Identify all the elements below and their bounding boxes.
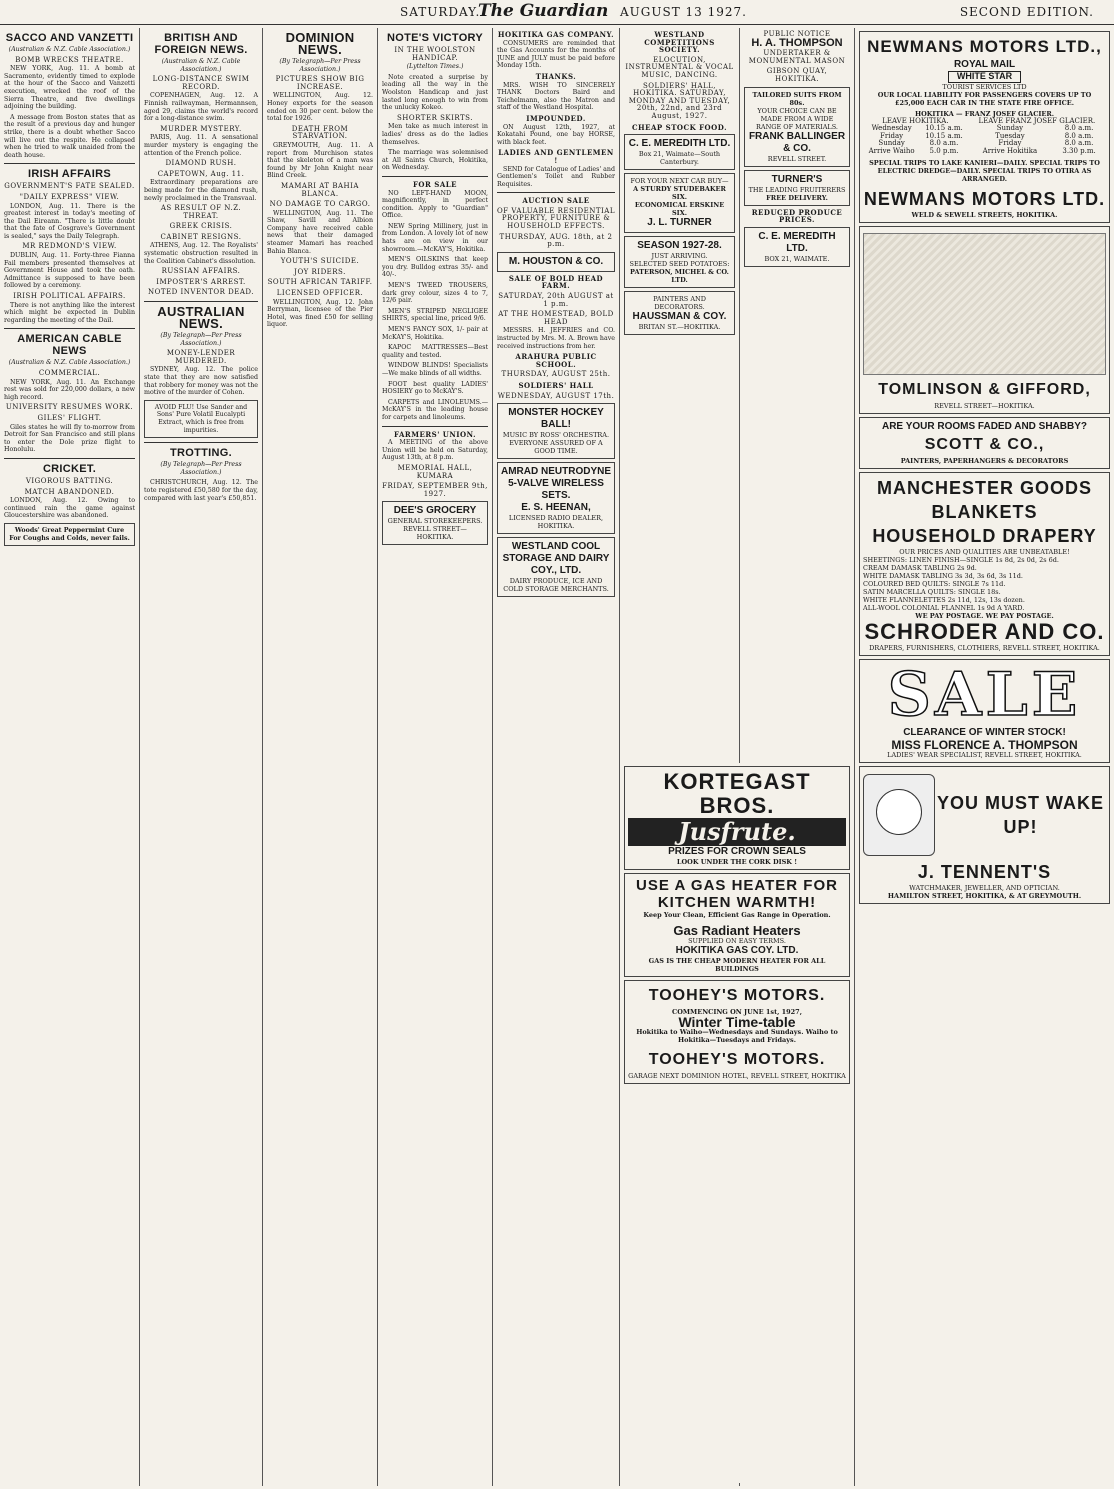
headline: AUSTRALIAN NEWS. xyxy=(157,304,245,332)
advert-text: FREE DELIVERY. xyxy=(766,193,828,202)
subheading: ARAHURA PUBLIC SCHOOL. xyxy=(515,352,597,369)
article-text: GREYMOUTH, Aug. 11. A report from Murchison states that the skeleton of a man was found by Mr John Knight near Blind Creek. xyxy=(267,141,373,180)
subheading: PUBLIC NOTICE xyxy=(763,30,831,38)
alarm-clock-icon xyxy=(863,774,935,856)
advert-scott xyxy=(859,417,1110,469)
advert-text: SPECIAL TRIPS TO LAKE KANIERI—DAILY. SPECIAL TRIPS TO ELECTRIC DREDGE—DAILY. SPECIAL TRIPS TO OTIRA AS ARRANGED. xyxy=(869,158,1100,183)
advert-text: DAIRY PRODUCE, ICE AND COLD STORAGE MERCHANTS. xyxy=(503,577,609,594)
jusfrute-logo: Jusfrute. xyxy=(628,818,846,846)
advert-text: LOOK UNDER THE CORK DISK ! xyxy=(676,858,798,866)
advert-text: DRAPERS, FURNISHERS, CLOTHIERS, REVELL STREET, HOKITIKA. xyxy=(869,643,1100,652)
subheading: MONEY-LENDER MURDERED. xyxy=(166,349,236,365)
advert-text: MUSIC BY ROSS' ORCHESTRA. xyxy=(502,431,610,440)
byline: (Australian & N.Z. Cable Association.) xyxy=(8,359,131,367)
advert-text: Keep Your Clean, Efficient Gas Range in Operation. xyxy=(643,911,831,919)
advert-tennent xyxy=(859,766,1110,904)
advert-turners xyxy=(744,170,850,206)
advert-text: TOURIST SERVICES LTD xyxy=(942,82,1027,91)
advert-title: HOKITIKA GAS COY. LTD. xyxy=(675,945,799,956)
subheading: DIAMOND RUSH. xyxy=(165,159,237,168)
subheading: GILES' FLIGHT. xyxy=(37,413,102,422)
divider xyxy=(382,426,488,427)
advert-text: LICENSED RADIO DEALER, HOKITIKA. xyxy=(508,514,604,531)
advert-title: NEWMANS MOTORS LTD. xyxy=(863,188,1106,209)
advert-title: NEWMANS MOTORS LTD., xyxy=(867,37,1102,56)
advert-title: TOOHEY'S MOTORS. xyxy=(648,1051,826,1068)
subheading: MAMARI AT BAHIA BLANCA. xyxy=(281,181,359,198)
advert-newmans-motors xyxy=(859,31,1110,223)
advert-tailored-suits xyxy=(744,87,850,167)
byline: (Lyttelton Times.) xyxy=(406,63,464,71)
list-item: SATIN MARCELLA QUILTS: SINGLE 18s. xyxy=(863,587,1001,596)
advert-gas-heater xyxy=(624,873,850,977)
table-cell: 10.15 a.m. xyxy=(925,124,963,133)
article-text: MRS. WISH TO SINCERELY THANK Doctors Baird and Teichelmann, also the Matron and staff of the Westland Hospital. xyxy=(497,81,615,112)
headline: BRITISH AND FOREIGN NEWS. xyxy=(154,32,248,56)
advert-text: OUR LOCAL LIABILITY FOR PASSENGERS COVERS UP TO £25,000 EACH CAR IN THE STATE FIRE OFFICE. xyxy=(877,90,1092,107)
table-cell: 8.0 a.m. xyxy=(1064,124,1094,133)
advert-text: GARAGE NEXT DOMINION HOTEL, REVELL STREET, HOKITIKA xyxy=(628,1072,846,1080)
table-cell: 10.15 a.m. xyxy=(925,131,963,140)
advert-title: C. E. MEREDITH LTD. xyxy=(628,138,731,150)
advert-tooheys xyxy=(624,980,850,1084)
article-text: WELLINGTON, Aug. 12. John Berryman, licensee of the Pier Hotel, was fined £50 for selling liquor. xyxy=(267,298,373,329)
subheading: THANKS. xyxy=(535,71,577,81)
table-cell: 8.0 a.m. xyxy=(929,139,959,148)
small-ad: MEN'S OILSKINS that keep you dry. Bulldog extras 35/- and 40/-. xyxy=(382,256,488,279)
advert-title: Gas Radiant Heaters xyxy=(673,923,801,938)
list-item: COLOURED BED QUILTS: SINGLE 7s 11d. xyxy=(863,579,1006,588)
advert-text: PATERSON, MICHEL & CO. LTD. xyxy=(630,268,729,285)
advert-woods: Woods' Great Peppermint Cure For Coughs and Colds, never fails. xyxy=(4,523,135,546)
article-text: WELLINGTON, Aug. 11. The Shaw, Savill and Albion Company have received cable news that their damaged steamer Mamari has reached Bahia Blanca. xyxy=(267,209,373,255)
advert-title: Winter Time-table xyxy=(678,1014,796,1030)
article-text: WELLINGTON, Aug. 12. Honey exports for the season ended on 30 per cent. below the total for 1926. xyxy=(267,92,373,123)
advert-text: ECONOMICAL ERSKINE SIX. xyxy=(634,201,725,218)
price-list xyxy=(863,556,1106,612)
advert-illustration xyxy=(863,233,1106,375)
subheading: HOKITIKA GAS COMPANY. xyxy=(497,30,615,39)
subheading: IRISH POLITICAL AFFAIRS. xyxy=(13,292,126,301)
advert-title: HAUSSMAN & COY. xyxy=(632,311,727,323)
subheading: WEDNESDAY, AUGUST 17th. xyxy=(497,391,615,400)
subheading: WESTLAND COMPETITIONS SOCIETY. xyxy=(644,30,715,55)
advert-text: YOUR CHOICE CAN BE MADE FROM A WIDE RANGE OF MATERIALS. xyxy=(755,106,839,131)
subheading: SOLDIERS' HALL, HOKITIKA. SATURDAY, MONDAY AND TUESDAY, 20th, 22nd, and 23rd August, 1927. xyxy=(628,81,731,120)
divider xyxy=(144,442,258,443)
list-item: WHITE FLANNELETTES 2s 11d, 12s, 13s dozen. xyxy=(863,595,1025,604)
advert-text: PAINTERS, PAPERHANGERS & DECORATORS xyxy=(900,456,1069,465)
subheading: LICENSED OFFICER. xyxy=(276,289,364,298)
headline: AMERICAN CABLE NEWS xyxy=(17,333,122,358)
advert-title: MONSTER HOCKEY BALL! xyxy=(508,407,604,431)
advert-text: WELD & SEWELL STREETS, HOKITIKA. xyxy=(911,210,1058,219)
subheading: "DAILY EXPRESS" VIEW. xyxy=(19,192,120,201)
subheading: SALE OF BOLD HEAD FARM. xyxy=(508,273,604,291)
advert-text: WE PAY POSTAGE. WE PAY POSTAGE. xyxy=(915,611,1054,620)
subheading: IN THE WOOLSTON HANDICAP. xyxy=(394,46,476,62)
advert-title: FRANK BALLINGER & CO. xyxy=(748,130,846,154)
table-header: LEAVE FRANZ JOSEF GLACIER. xyxy=(978,116,1096,125)
subheading: CHEAP STOCK FOOD. xyxy=(631,122,728,132)
table-row xyxy=(863,148,1106,156)
advert-text: PRIZES FOR CROWN SEALS xyxy=(668,846,806,857)
advert-title: MISS FLORENCE A. THOMPSON xyxy=(891,737,1078,752)
subheading: MATCH ABANDONED. xyxy=(24,487,115,496)
article-text: SYDNEY, Aug. 12. The police state that they are now satisfied that robbery for money was not the motive of the murder of Cohen. xyxy=(144,366,258,397)
advert-text: Box 21, Waimate—South Canterbury. xyxy=(638,150,721,167)
advert-title: WESTLAND COOL STORAGE AND DAIRY COY., LTD. xyxy=(502,541,610,577)
advert-kortegast xyxy=(624,766,850,870)
table-cell: 8.0 a.m. xyxy=(1064,131,1094,140)
small-ad: MEN'S FANCY SOX, 1/- pair at McKAY'S, Hokitika. xyxy=(382,326,488,341)
subheading: FRIDAY, SEPTEMBER 9th, 1927. xyxy=(382,482,488,498)
subheading: MR REDMOND'S VIEW. xyxy=(22,242,117,251)
subheading: AUCTION SALE xyxy=(522,196,590,206)
small-ad: WINDOW BLINDS! Specialists—We make blinds of all widths. xyxy=(382,362,488,377)
advert-text: OUR PRICES AND QUALITIES ARE UNBEATABLE! xyxy=(899,547,1070,556)
subheading: UNIVERSITY RESUMES WORK. xyxy=(5,403,134,412)
list-item: CREAM DAMASK TABLING 2s 9d. xyxy=(863,563,977,572)
advert-text: PAINTERS AND DECORATORS. xyxy=(653,295,706,312)
subheading: MEMORIAL HALL, KUMARA xyxy=(397,463,473,480)
article-text: There is not anything like the interest which might be expected in Dublin regarding the meeting of the Dail. xyxy=(4,301,135,324)
masthead xyxy=(0,0,1114,25)
advert-text: TAILORED SUITS FROM 80s. xyxy=(752,90,842,107)
subheading: JOY RIDERS. xyxy=(294,267,346,276)
advert-houston xyxy=(497,252,615,272)
headline: NOTE'S VICTORY xyxy=(386,32,484,44)
subheading: YOUTH'S SUICIDE. xyxy=(280,257,360,266)
subheading: MURDER MYSTERY. xyxy=(160,124,242,133)
columns xyxy=(0,28,1114,1488)
advert-title: ARE YOUR ROOMS FADED AND SHABBY? xyxy=(881,420,1087,432)
masthead-title: The Guardian xyxy=(478,1,609,21)
subheading: THURSDAY, AUG. 18th, at 2 p.m. xyxy=(499,232,613,249)
table-cell: Friday xyxy=(998,139,1022,148)
subheading: THURSDAY, AUGUST 25th. xyxy=(501,370,611,379)
table-cell: Wednesday xyxy=(871,124,912,133)
subheading: DEATH FROM STARVATION. xyxy=(291,124,349,141)
advert-title: SCOTT & CO., xyxy=(924,435,1045,453)
advert-meredith xyxy=(624,134,735,170)
advert-text: REVELL STREET—HOKITIKA. xyxy=(934,401,1035,410)
article-text: Giles states he will fly to-morrow from Detroit for San Francisco and still plans to enter the Dole prize flight to Honolulu. xyxy=(4,423,135,454)
subheading: AT THE HOMESTEAD, BOLD HEAD xyxy=(498,310,614,326)
article-text: COPENHAGEN, Aug. 12. A Finnish railwayman, Hermannsen, aged 29, claims the world's record for a long-distance swim. xyxy=(144,92,258,123)
advert-title: TURNER'S xyxy=(771,173,823,185)
subheading: GIBSON QUAY, HOKITIKA. xyxy=(766,67,828,83)
advert-title: HOUSEHOLD DRAPERY xyxy=(872,525,1097,546)
advert-studebaker xyxy=(624,173,735,233)
byline: (Australian & N.Z. Cable Association.) xyxy=(161,58,241,73)
list-item: ALL-WOOL COLONIAL FLANNEL 1s 9d A YARD. xyxy=(863,603,1025,612)
advert-title: J. L. TURNER xyxy=(647,217,712,229)
divider xyxy=(497,192,615,193)
advert-text: HAMILTON STREET, HOKITIKA, & AT GREYMOUTH. xyxy=(887,891,1082,900)
table-cell: 5.0 p.m. xyxy=(929,146,959,155)
advert-title: TOMLINSON & GIFFORD, xyxy=(878,380,1091,398)
subheading: IMPOSTER'S ARREST. xyxy=(156,277,246,286)
subheading: FARMERS' UNION. xyxy=(393,429,477,439)
subheading: ELOCUTION, INSTRUMENTAL & VOCAL MUSIC, DANCING. xyxy=(625,55,734,79)
sale-lettering: SALE xyxy=(887,659,1082,730)
small-ad: MEN'S TWEED TROUSERS, dark grey colour, sizes 4 to 7, 12/6 pair. xyxy=(382,282,488,305)
advert-text: A STURDY STUDEBAKER SIX. xyxy=(633,185,726,202)
masthead-day: SATURDAY. xyxy=(400,5,481,19)
advert-seed-potatoes xyxy=(624,236,735,288)
advert-haussman xyxy=(624,291,735,335)
article-text: CONSUMERS are reminded that the Gas Accounts for the months of JUNE and JULY must be paid before Monday 15th. xyxy=(497,39,615,70)
advert-tomlinson-gifford xyxy=(859,226,1110,414)
advert-text: REVELL STREET. xyxy=(767,154,827,163)
subheading: UNDERTAKER & MONUMENTAL MASON xyxy=(748,49,846,65)
article-text: Extraordinary preparations are being made for the diamond rush, newly proclaimed in the Transvaal. xyxy=(144,179,258,202)
table-cell: Friday xyxy=(880,131,904,140)
article-text: The marriage was solemnised at All Saints Church, Hokitika, on Wednesday. xyxy=(382,149,488,172)
advert-text: BRITAN ST.—HOKITIKA. xyxy=(638,323,721,332)
advert-text: LADIES' WEAR SPECIALIST, REVELL STREET, HOKITIKA. xyxy=(887,750,1082,759)
advert-title: E. S. HEENAN, xyxy=(521,502,591,514)
clock-face-icon xyxy=(876,789,922,835)
small-ads-list xyxy=(382,190,488,422)
byline: (By Telegraph—Per Press Association.) xyxy=(279,58,361,73)
advert-schroder xyxy=(859,472,1110,656)
byline: (Australian & N.Z. Cable Association.) xyxy=(8,46,131,53)
table-cell: Sunday xyxy=(878,139,905,148)
column-1 xyxy=(0,28,140,1486)
headline: IRISH AFFAIRS xyxy=(28,168,111,181)
article-text: NEW YORK, Aug. 11. An Exchange rest was sold for 220,000 dollars, a new high record. xyxy=(4,378,135,401)
article-text: SEND for Catalogue of Ladies' and Gentlemen's Toilet and Rubber Requisites. xyxy=(497,165,615,188)
article-text: LONDON, Aug. 11. There is the greatest interest in today's meeting of the Dail Eireann. "There is little doubt that the fate of Cosgrave's Government is sealed," says the Daily Telegraph. xyxy=(4,202,135,240)
table-cell: 3.30 p.m. xyxy=(1062,146,1096,155)
advert-westland-cool-storage xyxy=(497,537,615,597)
small-ad: FOOT best quality LADIES' HOSIERY go to McKAY'S. xyxy=(382,380,488,396)
advert-row xyxy=(863,770,1106,860)
column-2 xyxy=(140,28,263,1486)
divider xyxy=(382,176,488,177)
advert-text: SELECTED SEED POTATOES: xyxy=(629,260,730,269)
timetable xyxy=(863,118,1106,156)
advert-text: WATCHMAKER, JEWELLER, AND OPTICIAN. xyxy=(909,883,1060,892)
subheading: CAPETOWN, Aug. 11. xyxy=(157,169,245,178)
subheading: SOLDIERS' HALL xyxy=(518,380,594,390)
article-text: Men take as much interest in ladies' dress as do the ladies themselves. xyxy=(382,123,488,146)
advert-text: JUST ARRIVING. xyxy=(651,252,708,261)
small-ad: NEW Spring Millinery, just in from London. A lovely lot of new hats are on view in our showroom.—McKAY'S, Hokitika. xyxy=(382,222,488,253)
table-cell: Sunday xyxy=(996,124,1024,133)
advert-title: SCHRODER AND CO. xyxy=(864,618,1105,644)
advert-text: SUPPLIED ON EASY TERMS. xyxy=(688,937,786,945)
subheading: NO DAMAGE TO CARGO. xyxy=(269,200,371,209)
subheading: CABINET RESIGNS. xyxy=(160,232,242,241)
masthead-edition: SECOND EDITION. xyxy=(959,5,1094,19)
subheading: BOMB WRECKS THEATRE. xyxy=(15,55,124,64)
advert-text: Hokitika to Waiho—Wednesdays and Sundays. Waiho to Hokitika—Tuesdays and Fridays. xyxy=(636,1028,838,1044)
subheading: REDUCED PRODUCE PRICES. xyxy=(751,207,843,225)
article-text: A message from Boston states that as the result of a previous day and hunger strike, there is a doubt whether Sacco will live out the respite. He collapsed when he tried to walk unaided from the death house. xyxy=(4,113,135,159)
advert-title: TOOHEY'S MOTORS. xyxy=(648,987,826,1004)
advert-amrad xyxy=(497,462,615,534)
advert-title: BLANKETS xyxy=(931,501,1038,522)
advert-title: J. TENNENT'S xyxy=(917,861,1052,882)
byline: (By Telegraph—Per Press Association.) xyxy=(160,461,242,476)
divider xyxy=(4,163,135,164)
column-3 xyxy=(263,28,378,1486)
advert-title: C. E. MEREDITH LTD. xyxy=(758,230,836,254)
advert-text: HOKITIKA — FRANZ JOSEF GLACIER. xyxy=(914,109,1055,118)
column-8 xyxy=(855,28,1114,1486)
advert-title: CLEARANCE OF WINTER STOCK! xyxy=(903,726,1066,738)
article-text: PARIS, Aug. 11. A sensational murder mystery is engaging the attention of the French police. xyxy=(144,134,258,157)
table-cell: 8.0 a.m. xyxy=(1064,139,1094,148)
subheading: OF VALUABLE RESIDENTIAL PROPERTY, FURNITURE & HOUSEHOLD EFFECTS. xyxy=(497,206,616,231)
subheading: IMPOUNDED. xyxy=(526,113,586,123)
advert-hockey-ball xyxy=(497,403,615,459)
small-ad: KAPOC MATTRESSES—Best quality and tested. xyxy=(382,344,488,359)
wide-advert-block xyxy=(620,763,855,1483)
advert-title: KORTEGAST BROS. xyxy=(663,769,811,818)
small-ad: NO LEFT-HAND MOON, magnificently, in perfect condition. Apply to "Guardian" Office. xyxy=(382,189,488,220)
headline: TROTTING. xyxy=(170,447,232,460)
list-item: SHEETINGS: LINEN FINISH—SINGLE 1s 8d, 2s 0d, 2s 6d. xyxy=(863,555,1059,564)
advert-dees-grocery xyxy=(382,501,488,545)
subheading: GREEK CRISIS. xyxy=(169,222,233,231)
table-cell: Arrive Hokitika xyxy=(982,146,1038,155)
table-cell: Arrive Waiho xyxy=(868,146,915,155)
list-item: WHITE DAMASK TABLING 3s 3d, 3s 6d, 3s 11d. xyxy=(863,571,1023,580)
table-cell: Tuesday xyxy=(995,131,1025,140)
headline: SACCO AND VANZETTI xyxy=(5,32,134,44)
column-5 xyxy=(493,28,620,1486)
advert-text: GAS IS THE CHEAP MODERN HEATER FOR ALL BUILDINGS xyxy=(648,957,826,973)
subheading: PICTURES SHOW BIG INCREASE. xyxy=(275,75,365,91)
article-text: DUBLIN, Aug. 11. Forty-three Fianna Fail members presented themselves at Government House and took the oath. Admittance is supposed to have been followed by a ceremony. xyxy=(4,252,135,290)
advert-title: MANCHESTER GOODS xyxy=(876,477,1092,498)
advert-avoid-flu: AVOID FLU! Use Sander and Sons' Pure Volatil Eucalypti Extract, which is free from impurities. xyxy=(144,400,258,438)
advert-text: EVERYONE ASSURED OF A GOOD TIME. xyxy=(509,439,603,456)
column-4 xyxy=(378,28,493,1486)
advert-meredith-produce xyxy=(744,227,850,267)
subheading: SOUTH AFRICAN TARIFF. xyxy=(267,278,373,287)
masthead-date: AUGUST 13 1927. xyxy=(620,5,747,19)
byline: (By Telegraph—Per Press Association.) xyxy=(160,332,242,347)
advert-sale xyxy=(859,659,1110,763)
advert-title: DEE'S GROCERY xyxy=(393,505,477,517)
subheading: RUSSIAN AFFAIRS. xyxy=(161,267,241,276)
advert-text: THE LEADING FRUITERERS xyxy=(748,185,846,194)
article-text: MESSRS. H. JEFFRIES and CO. instructed by Mrs. M. A. Brown have received instructions from her. xyxy=(497,327,615,350)
advert-title: USE A GAS HEATER FOR KITCHEN WARMTH! xyxy=(636,877,838,911)
advert-text: ROYAL MAIL xyxy=(953,59,1016,70)
divider xyxy=(4,328,135,329)
article-text: A MEETING of the above Union will be held on Saturday, August 13th, at 8 p.m. xyxy=(382,439,488,462)
article-text: ATHENS, Aug. 12. The Royalists' systematic obstruction resulted in the Coalition Cabinet's dissolution. xyxy=(144,242,258,265)
headline: DOMINION NEWS. xyxy=(285,30,355,57)
advert-title: H. A. THOMPSON xyxy=(751,36,843,49)
subheading: VIGOROUS BATTING. xyxy=(25,476,114,485)
subheading: NOTED INVENTOR DEAD. xyxy=(148,288,254,297)
small-ad: CARPETS and LINOLEUMS.—McKAY'S in the leading house for carpets and linoleums. xyxy=(382,398,488,421)
advert-title: M. HOUSTON & CO. xyxy=(508,255,604,267)
article-text: ON August 12th, 1927, at Kokatahi Pound, one bay HORSE, with black feet. xyxy=(497,123,615,146)
advert-text: FOR YOUR NEXT CAR BUY— xyxy=(630,177,729,186)
advert-text: BOX 21, WAIMATE. xyxy=(764,254,830,263)
article-text: CHRISTCHURCH, Aug. 12. The tote registered £50,580 for the day, compared with last year's £50,851. xyxy=(144,479,258,502)
advert-title: SEASON 1927-28. xyxy=(637,240,722,252)
white-star-logo: WHITE STAR xyxy=(948,71,1021,83)
subheading: LONG-DISTANCE SWIM RECORD. xyxy=(152,75,250,91)
small-ad: MEN'S STRIPED NEGLIGEE SHIRTS, special line, priced 9/6. xyxy=(382,307,488,323)
subheading: AS RESULT OF N.Z. THREAT. xyxy=(160,204,242,220)
subheading: SATURDAY, 20th AUGUST at 1 p.m. xyxy=(498,292,614,308)
table-header: LEAVE HOKITIKA. xyxy=(882,116,949,125)
advert-text: GENERAL STOREKEEPERS. REVELL STREET—HOKITIKA. xyxy=(387,517,483,542)
advert-text: COMMENCING ON JUNE 1st, 1927, xyxy=(672,1008,802,1016)
subheading: SHORTER SKIRTS. xyxy=(397,113,473,122)
headline: CRICKET. xyxy=(42,462,97,475)
subheading: LADIES AND GENTLEMEN ! xyxy=(498,148,614,165)
subheading: COMMERCIAL. xyxy=(38,369,101,377)
subheading: GOVERNMENT'S FATE SEALED. xyxy=(4,182,135,191)
article-text: Note created a surprise by leading all the way in the Woolston Handicap and just lasted long enough to win from the unlucky Kokeo. xyxy=(382,73,488,112)
advert-title: YOU MUST WAKE UP! xyxy=(936,792,1104,837)
article-text: LONDON, Aug. 12. Owing to continued rain the game against Gloucestershire was abandoned. xyxy=(4,497,135,520)
subheading: FOR SALE xyxy=(412,179,458,189)
advert-title: AMRAD NEUTRODYNE 5-VALVE WIRELESS SETS. xyxy=(501,466,611,502)
divider xyxy=(4,458,135,459)
article-text: NEW YORK, Aug. 11. A bomb at Sacramento, evidently timed to explode at the hour of the Sacco and Vanzetti execution, wrecked the roof of the Sierra Theatre, and five dwellings adjoining the building. xyxy=(4,65,135,111)
divider xyxy=(144,301,258,302)
